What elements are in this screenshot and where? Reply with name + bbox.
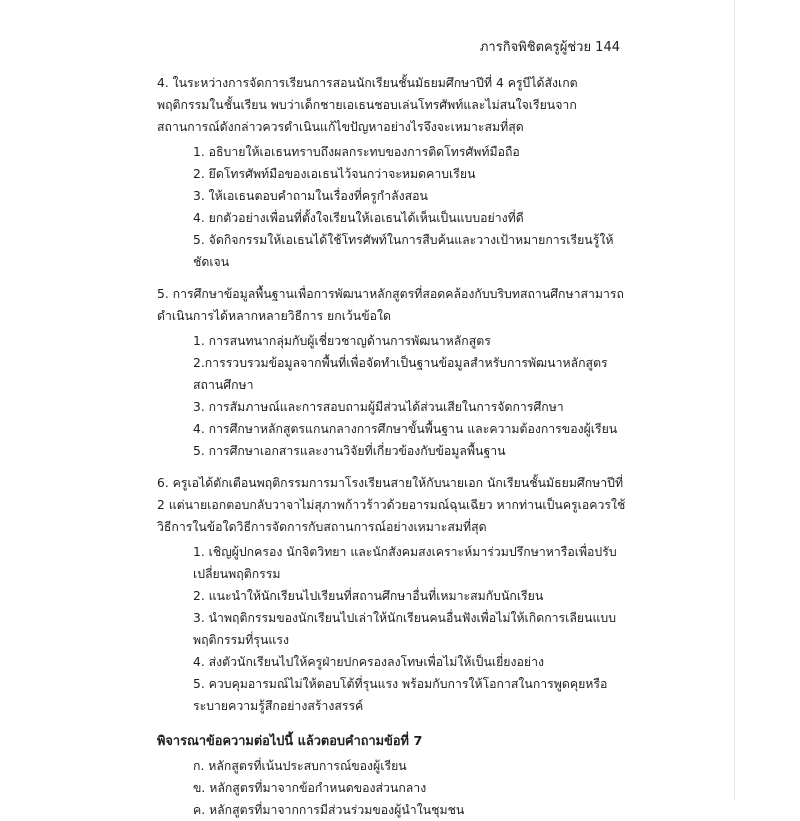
answer-option: 4. การศึกษาหลักสูตรแกนกลางการศึกษาขั้นพื้นฐาน และความต้องการของผู้เรียน [193, 422, 618, 436]
answer-options [157, 541, 627, 717]
answer-option: 1. เชิญผู้ปกครอง นักจิตวิทยา และนักสังคมสงเคราะห์มาร่วมปรึกษาหารือเพื่อปรับเปลี่ยนพฤติกรรม [193, 545, 617, 581]
statement-item: ก. หลักสูตรที่เน้นประสบการณ์ของผู้เรียน [193, 759, 407, 773]
answer-option: 4. ส่งตัวนักเรียนไปให้ครูฝ่ายปกครองลงโทษเพื่อไม่ให้เป็นเยี่ยงอย่าง [193, 655, 545, 669]
question-4 [157, 72, 627, 273]
statement-item: ค. หลักสูตรที่มาจากการมีส่วนร่วมของผู้นำในชุมชน [193, 803, 465, 817]
question-6 [157, 472, 627, 717]
answer-option: 5. การศึกษาเอกสารและงานวิจัยที่เกี่ยวข้องกับข้อมูลพื้นฐาน [193, 444, 506, 458]
question-5 [157, 283, 627, 462]
answer-option: 3. นำพฤติกรรมของนักเรียนไปเล่าให้นักเรียนคนอื่นฟังเพื่อไม่ให้เกิดการเลียนแบบพฤติกรรมที่รุนแรง [193, 611, 617, 647]
answer-option: 2.การรวบรวมข้อมูลจากพื้นที่เพื่อจัดทำเป็นฐานข้อมูลสำหรับการพัฒนาหลักสูตรสถานศึกษา [193, 356, 608, 392]
question-stem: 6. ครูเอได้ตักเตือนพฤติกรรมการมาโรงเรียนสายให้กับนายเอก นักเรียนชั้นมัธยมศึกษาปีที่ 2 แต่นายเอกตอบกลับวาจาไม่สุภาพก้าวร้าวด้วยอารมณ์ฉุนเฉียว หากท่านเป็นครูเอควรใช้วิธีการในข้อใดวิธีการจัดการกับสถานการณ์อย่างเหมาะสมที่สุด [157, 476, 626, 534]
answer-option: 3. การสัมภาษณ์และการสอบถามผู้มีส่วนได้ส่วนเสียในการจัดการศึกษา [193, 400, 564, 414]
answer-option: 1. การสนทนากลุ่มกับผู้เชี่ยวชาญด้านการพัฒนาหลักสูตร [193, 334, 491, 348]
answer-option: 2. แนะนำให้นักเรียนไปเรียนที่สถานศึกษาอื่นที่เหมาะสมกับนักเรียน [193, 589, 544, 603]
question-stem: 5. การศึกษาข้อมูลพื้นฐานเพื่อการพัฒนาหลักสูตรที่สอดคล้องกับบริบทสถานศึกษาสามารถดำเนินการได้หลากหลายวิธีการ ยกเว้นข้อใด [157, 287, 624, 323]
page-edge-divider [734, 0, 735, 800]
answer-option: 3. ให้เอเธนตอบคำถามในเรื่องที่ครูกำลังสอน [193, 189, 428, 203]
statement-list [157, 755, 627, 821]
answer-option: 5. ควบคุมอารมณ์ไม่ให้ตอบโต้ที่รุนแรง พร้อมกับการให้โอกาสในการพูดคุยหรือระบายความรู้สึกอย่างสร้างสรรค์ [193, 677, 608, 713]
answer-option: 1. อธิบายให้เอเธนทราบถึงผลกระทบของการติดโทรศัพท์มือถือ [193, 145, 520, 159]
answer-option: 2. ยึดโทรศัพท์มือของเอเธนไว้จนกว่าจะหมดคาบเรียน [193, 167, 476, 181]
answer-option: 5. จัดกิจกรรมให้เอเธนได้ใช้โทรศัพท์ในการสืบค้นและวางเป้าหมายการเรียนรู้ให้ชัดเจน [193, 233, 614, 269]
answer-option: 4. ยกตัวอย่างเพื่อนที่ตั้งใจเรียนให้เอเธนได้เห็นเป็นแบบอย่างที่ดี [193, 211, 524, 225]
statement-item: ข. หลักสูตรที่มาจากข้อกำหนดของส่วนกลาง [193, 781, 427, 795]
section-title: พิจารณาข้อความต่อไปนี้ แล้วตอบคำถามข้อที่ 7 [157, 734, 423, 749]
page-header: ภารกิจพิชิตครูผู้ช่วย 144 [479, 40, 620, 55]
answer-options [157, 330, 627, 462]
page-content [157, 72, 627, 821]
question-7-context [157, 731, 627, 821]
question-stem: 4. ในระหว่างการจัดการเรียนการสอนนักเรียนชั้นมัธยมศึกษาปีที่ 4 ครูบีได้สังเกตพฤติกรรมในชั้นเรียน พบว่าเด็กชายเอเธนชอบเล่นโทรศัพท์และไม่สนใจเรียนจากสถานการณ์ดังกล่าวควรดำเนินแก้ไขปัญหาอย่างไรจึงจะเหมาะสมที่สุด [157, 76, 578, 134]
answer-options [157, 141, 627, 273]
